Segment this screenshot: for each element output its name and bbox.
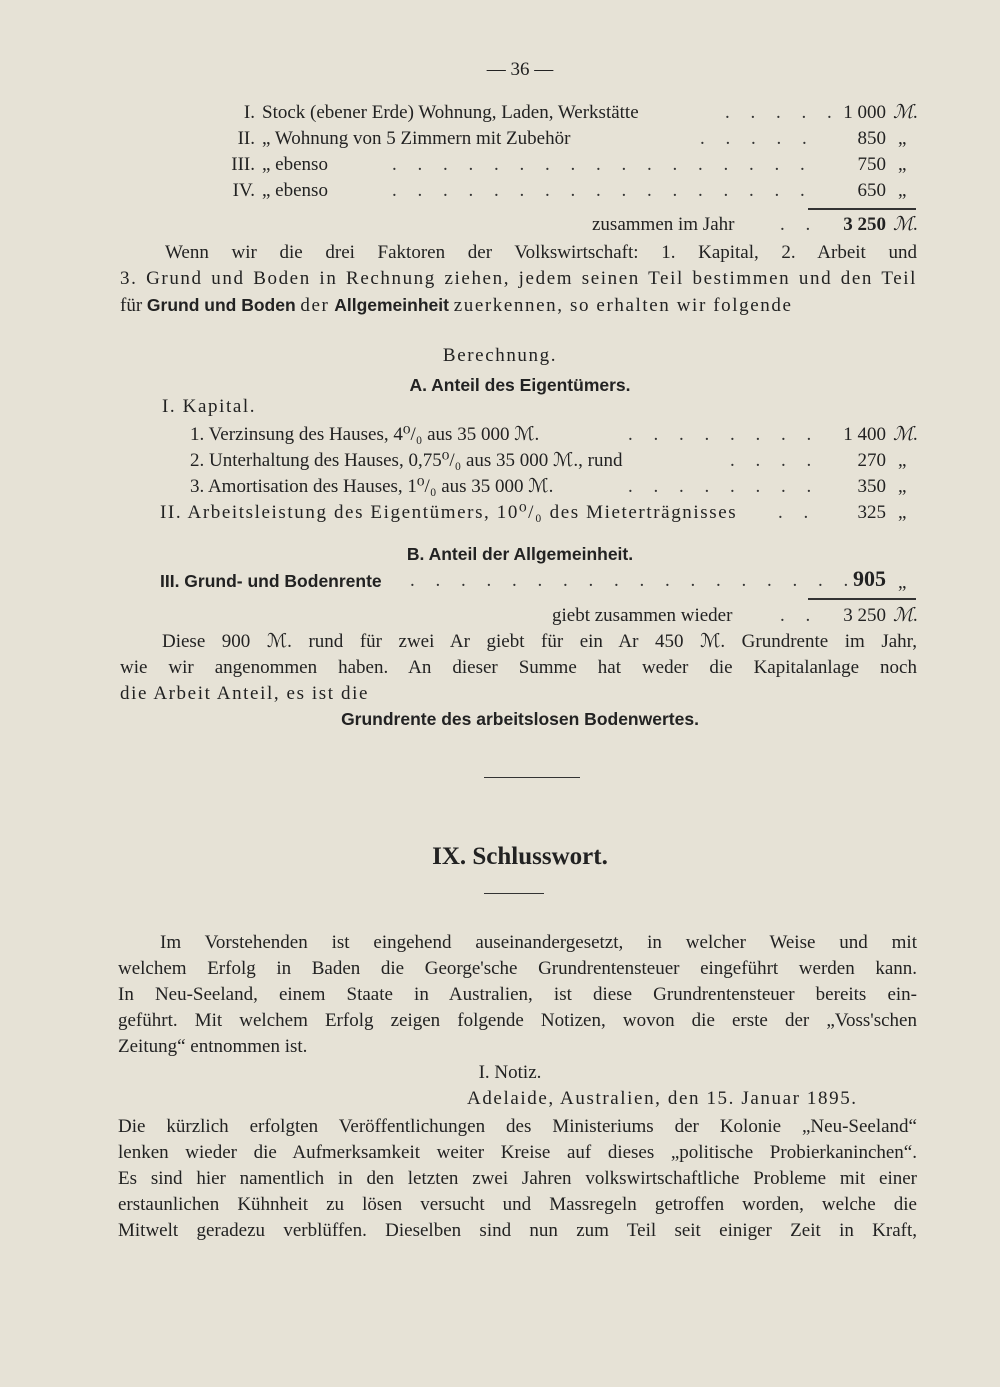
body-line: Die kürzlich erfolgten Veröffentlichungen des Ministeriums der Kolonie „Neu-Seeland“ [118,1116,917,1137]
page-number: — 36 — [486,59,554,80]
leader-dots: . . . . [730,450,820,471]
ground-rent-amount: 905 [853,566,886,591]
intro-line: 3. Grund und Boden in Rechnung ziehen, jedem seinen Teil bestimmen und den Teil [120,268,917,289]
rent-amount: 1 000 [843,102,886,123]
leader-dots: . . . . . . . . . . . . . . . . . [392,180,813,201]
labor-row-label: II. Arbeitsleistung des Eigentümers, 10⁰/₀ des Mieterträgnisses [160,502,738,523]
capital-amount: 270 [857,450,886,471]
conclusion-line: die Arbeit Anteil, es ist die [120,683,370,704]
rent-row-num: II. [237,128,255,149]
body-line: lenken wieder die Aufmerksamkeit weiter Kreise auf dieses „politische Probierkaninchen“. [118,1142,917,1163]
body-line: erstaunlichen Kühnheit zu lösen versucht und Massregeln getroffen worden, welche die [118,1194,917,1215]
intro-line-3 [120,292,793,319]
rent-row-num: III. [231,154,255,175]
body-line: Im Vorstehenden ist eingehend auseinandergesetzt, in welcher Weise und mit [160,932,917,953]
sum-again-label: giebt zusammen wieder [552,605,733,626]
currency-mark: ℳ. [893,102,919,123]
ditto-mark: „ [898,572,907,593]
capital-row-label: 1. Verzinsung des Hauses, 4⁰/₀ aus 35 000 ℳ. [190,424,540,445]
leader-dots: . . . . . . . . [628,424,820,445]
sum-rule [808,598,916,600]
section-b-heading: B. Anteil der Allgemeinheit. [406,544,634,564]
intro-text: der [300,295,330,316]
chapter-title: IX. Schlusswort. [432,843,608,870]
leader-dots: . . . . . . . . . . . . . . . . . . [410,570,857,591]
intro-line: Wenn wir die drei Faktoren der Volkswirtschaft: 1. Kapital, 2. Arbeit und [165,242,917,263]
body-line: welchem Erfolg in Baden die George'sche Grundrentensteuer eingeführt werden kann. [118,958,917,979]
total-label: zusammen im Jahr [592,214,735,235]
rent-row-label: „ ebenso [262,180,328,201]
dateline: Adelaide, Australien, den 15. Januar 1895. [467,1088,858,1109]
currency-mark: ℳ. [893,214,919,235]
rent-row-num: IV. [232,180,255,201]
currency-mark: ℳ. [893,605,919,626]
leader-dots: . . [778,502,817,523]
rent-amount: 850 [857,128,886,149]
ground-rent-label: III. Grund- und Bodenrente [160,571,382,591]
emphasis-text: Allgemeinheit [334,295,449,315]
leader-dots: . . . . . [700,128,815,149]
body-line: Mitwelt geradezu verblüffen. Dieselben sind nun zum Teil seit einiger Zeit in Kraft, [118,1220,917,1241]
body-line: Es sind hier namentlich in den letzten zwei Jahren volkswirtschaftliche Probleme mit einer [118,1168,917,1189]
rent-amount: 750 [857,154,886,175]
ditto-mark: „ [898,476,907,497]
leader-dots: . . . . . . . . [628,476,820,497]
emphasis-text: Grund und Boden [146,295,296,315]
ditto-mark: „ [898,180,907,201]
ditto-mark: „ [898,502,907,523]
divider [484,893,544,894]
leader-dots: . . . . . . . . . . . . . . . . . [392,154,813,175]
rent-row-label: „ Wohnung von 5 Zimmern mit Zubehör [262,128,571,149]
sum-again-amount: 3 250 [843,605,886,626]
ditto-mark: „ [898,154,907,175]
sum-rule [808,208,916,210]
rent-row-num: I. [243,102,255,123]
capital-row-label: 3. Amortisation des Hauses, 1⁰/₀ aus 35 000 ℳ. [190,476,554,497]
capital-row-label: 2. Unterhaltung des Hauses, 0,75⁰/₀ aus 35 000 ℳ., rund [190,450,623,471]
ditto-mark: „ [898,128,907,149]
ditto-mark: „ [898,450,907,471]
capital-amount: 350 [857,476,886,497]
rent-row-label: „ ebenso [262,154,328,175]
divider [484,777,580,778]
leader-dots: . . [780,605,819,626]
currency-mark: ℳ. [893,424,919,445]
body-line: Zeitung“ entnommen ist. [118,1036,308,1057]
conclusion-emphasis: Grundrente des arbeitslosen Bodenwertes. [341,709,699,729]
rent-row-label: Stock (ebener Erde) Wohnung, Laden, Werkstätte [262,102,639,123]
note-title: I. Notiz. [478,1062,542,1083]
leader-dots: . . . . . [725,102,840,123]
intro-text: zuerkennen, so erhalten wir folgende [453,295,793,316]
capital-amount: 1 400 [843,424,886,445]
total-amount: 3 250 [843,214,886,235]
capital-label: I. Kapital. [162,396,257,417]
conclusion-line: Diese 900 ℳ. rund für zwei Ar giebt für ein Ar 450 ℳ. Grundrente im Jahr, [162,631,917,652]
body-line: In Neu-Seeland, einem Staate in Australien, ist diese Grundrentensteuer bereits ein- [118,984,917,1005]
leader-dots: . . [780,214,819,235]
intro-text: für [120,295,143,316]
body-line: geführt. Mit welchem Erfolg zeigen folgende Notizen, wovon die erste der „Voss'schen [118,1010,917,1031]
conclusion-line: wie wir angenommen haben. An dieser Summe hat weder die Kapitalanlage noch [120,657,917,678]
labor-amount: 325 [857,502,886,523]
calculation-title: Berechnung. [442,345,558,366]
section-a-heading: A. Anteil des Eigentümers. [409,375,631,395]
rent-amount: 650 [857,180,886,201]
